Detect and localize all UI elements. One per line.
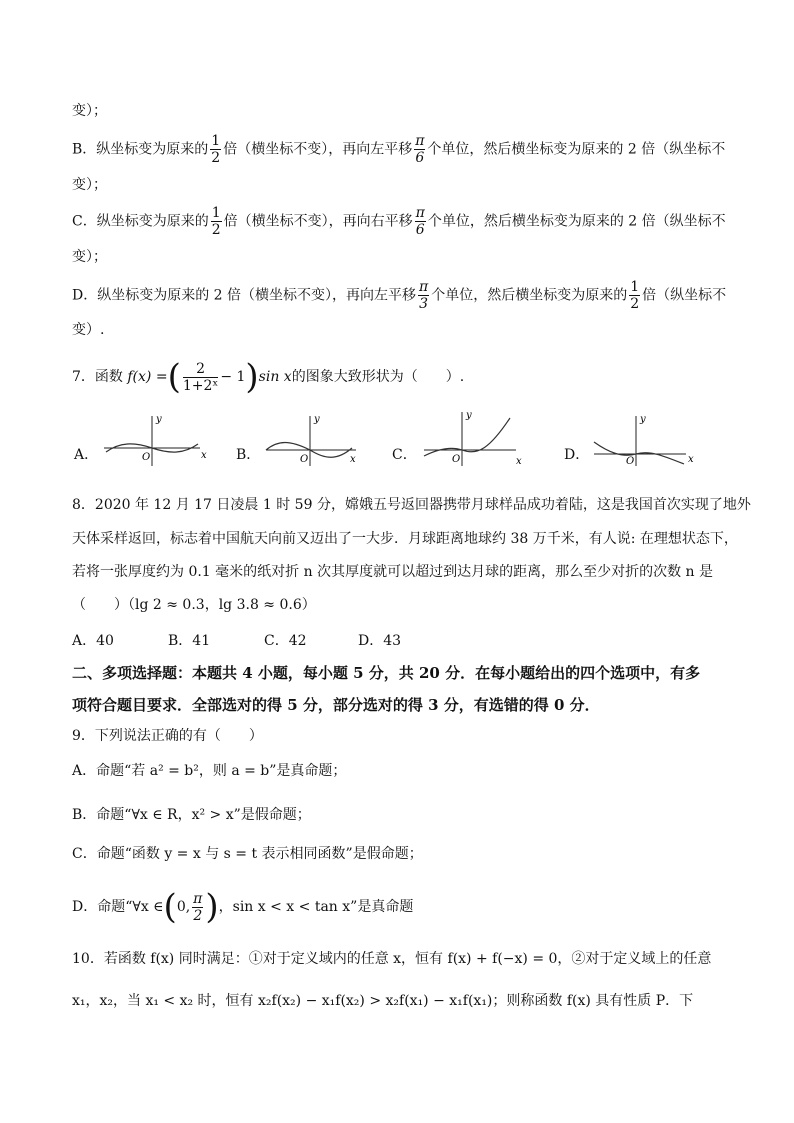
- q8-line1: 8．2020 年 12 月 17 日凌晨 1 时 59 分，嫦娥五号返回器携带月球样品成功着陆，这是我国首次实现了地外: [72, 497, 751, 513]
- q6-c-fraction: $\frac{1}{2}$: [211, 205, 221, 238]
- q7-graph-b[interactable]: [262, 412, 362, 468]
- curve: [594, 442, 684, 464]
- q7-fraction: $\frac{2}{\text{1+2ˣ}}$: [182, 360, 219, 394]
- q7-option-a-label[interactable]: A．: [74, 447, 99, 463]
- q6-b-post: 个单位，然后横坐标变为原来的 2 倍（纵坐标不: [427, 141, 726, 158]
- q7-graph-c[interactable]: [420, 408, 530, 468]
- q6-option-b: [72, 133, 726, 166]
- q9-d-post: ，sin x < x < tan x”是真命题: [218, 899, 414, 915]
- q7-graph-d[interactable]: [590, 412, 700, 468]
- y-label: y: [156, 414, 162, 425]
- q10-line1: 10．若函数 f(x) 同时满足：①对于定义域内的任意 x，恒有 f(x) + f(−x) = 0，②对于定义域上的任意: [72, 951, 712, 967]
- q9-d-pre: D．命题“∀x ∈: [72, 899, 164, 915]
- q7-sinx: sin x: [258, 369, 292, 385]
- q9-option-d[interactable]: D．命题“∀x ∈(0, $\frac{\pi}{2}$ )，sin x < x < tan x”是真命题: [72, 887, 414, 927]
- q6-b-pi-fraction: $\frac{\pi}{6}$: [415, 133, 425, 166]
- q6-c-pi-fraction: $\frac{\pi}{6}$: [415, 205, 425, 238]
- q6-b-mid: 倍（横坐标不变），再向左平移: [223, 141, 413, 158]
- q6-b-pre: B．纵坐标变为原来的: [72, 141, 209, 158]
- q8-option-b[interactable]: B．41: [168, 633, 211, 649]
- q9-stem: 9．下列说法正确的有（ ）: [72, 728, 263, 744]
- q6-c-pre: C．纵坐标变为原来的: [72, 213, 209, 230]
- q7-pre: 7．函数: [72, 369, 123, 385]
- q6-b-fraction: $\frac{1}{2}$: [211, 133, 221, 166]
- q6-d-pi-fraction: $\frac{\pi}{3}$: [419, 279, 429, 312]
- q9-option-a[interactable]: A．命题“若 a² = b²，则 a = b”是真命题；: [72, 763, 347, 779]
- graph-d-svg: [590, 412, 700, 468]
- origin-label: O: [626, 456, 635, 467]
- q6-option-c: [72, 205, 726, 238]
- q7-stem: 7．函数 f(x) =( $\frac{2}{\text{1+2ˣ}}$ − 1)sin x的图象大致形状为（ ）.: [72, 357, 465, 397]
- y-label: y: [314, 414, 320, 425]
- q6-c-mid: 倍（横坐标不变），再向右平移: [223, 213, 413, 230]
- y-label: y: [466, 410, 472, 421]
- origin-label: O: [300, 454, 309, 465]
- graph-c-svg: [420, 408, 530, 468]
- q6-option-b-tail: 变）；: [72, 177, 107, 193]
- graph-a-svg: [100, 412, 210, 468]
- q6-option-d: [72, 279, 727, 312]
- origin-label: O: [452, 454, 461, 465]
- graph-b-svg: [262, 412, 362, 468]
- q7-option-c-label[interactable]: C．: [392, 447, 417, 463]
- q7-option-d-label[interactable]: D．: [564, 447, 590, 463]
- section2-heading-line2: 项符合题目要求．全部选对的得 5 分，部分选对的得 3 分，有选错的得 0 分．: [72, 696, 600, 714]
- q6-d-post: 倍（纵坐标不: [642, 287, 727, 304]
- q6-d-mid: 个单位，然后横坐标变为原来的: [431, 287, 628, 304]
- q10-line2: x₁，x₂，当 x₁ < x₂ 时，恒有 x₂f(x₂) − x₁f(x₂) > x₂f(x₁) − x₁f(x₁)；则称函数 f(x) 具有性质 P．下: [72, 993, 694, 1009]
- origin-label: O: [142, 452, 151, 463]
- q9-d-interval-left: 0,: [176, 899, 191, 915]
- q6-option-d-tail: 变）.: [72, 322, 105, 338]
- q6-option-a-tail: 变）；: [72, 103, 107, 119]
- section2-heading-line1: 二、多项选择题：本题共 4 小题，每小题 5 分，共 20 分．在每小题给出的四个选项中，有多: [72, 664, 701, 682]
- q7-graph-a[interactable]: [100, 412, 210, 468]
- q9-option-c[interactable]: C．命题“函数 y = x 与 s = t 表示相同函数”是假命题；: [72, 846, 423, 862]
- q7-function-name: f(x) =: [127, 369, 168, 385]
- q8-line3: 若将一张厚度约为 0.1 毫米的纸对折 n 次其厚度就可以超过到达月球的距离，那么至少对折的次数 n 是: [72, 564, 713, 580]
- q6-d-pre: D．纵坐标变为原来的 2 倍（横坐标不变），再向左平移: [72, 287, 417, 304]
- q8-options: [72, 632, 722, 650]
- q7-post: 的图象大致形状为（ ）.: [291, 369, 465, 385]
- x-label: x: [350, 454, 356, 465]
- q8-line2: 天体采样返回，标志着中国航天向前又迈出了一大步．月球距离地球约 38 万千米，有人说: 在理想状态下，: [72, 531, 738, 547]
- q6-c-post: 个单位，然后横坐标变为原来的 2 倍（纵坐标不: [427, 213, 726, 230]
- y-label: y: [640, 414, 646, 425]
- x-label: x: [516, 456, 522, 467]
- q8-option-c[interactable]: C．42: [264, 633, 307, 649]
- q6-d-fraction: $\frac{1}{2}$: [630, 279, 640, 312]
- q8-option-a[interactable]: A．40: [72, 633, 114, 649]
- q8-line4: （ ）（lg 2 ≈ 0.3，lg 3.8 ≈ 0.6）: [72, 597, 316, 613]
- q8-option-d[interactable]: D．43: [358, 633, 402, 649]
- q6-option-c-tail: 变）；: [72, 249, 107, 265]
- q9-d-pi-fraction: $\frac{\pi}{2}$: [193, 890, 203, 924]
- x-label: x: [688, 454, 694, 465]
- q9-option-b[interactable]: B．命题“∀x ∈ R，x² > x”是假命题；: [72, 807, 311, 823]
- q7-minus: − 1: [220, 369, 246, 385]
- x-label: x: [201, 450, 207, 461]
- q7-option-b-label[interactable]: B．: [236, 447, 261, 463]
